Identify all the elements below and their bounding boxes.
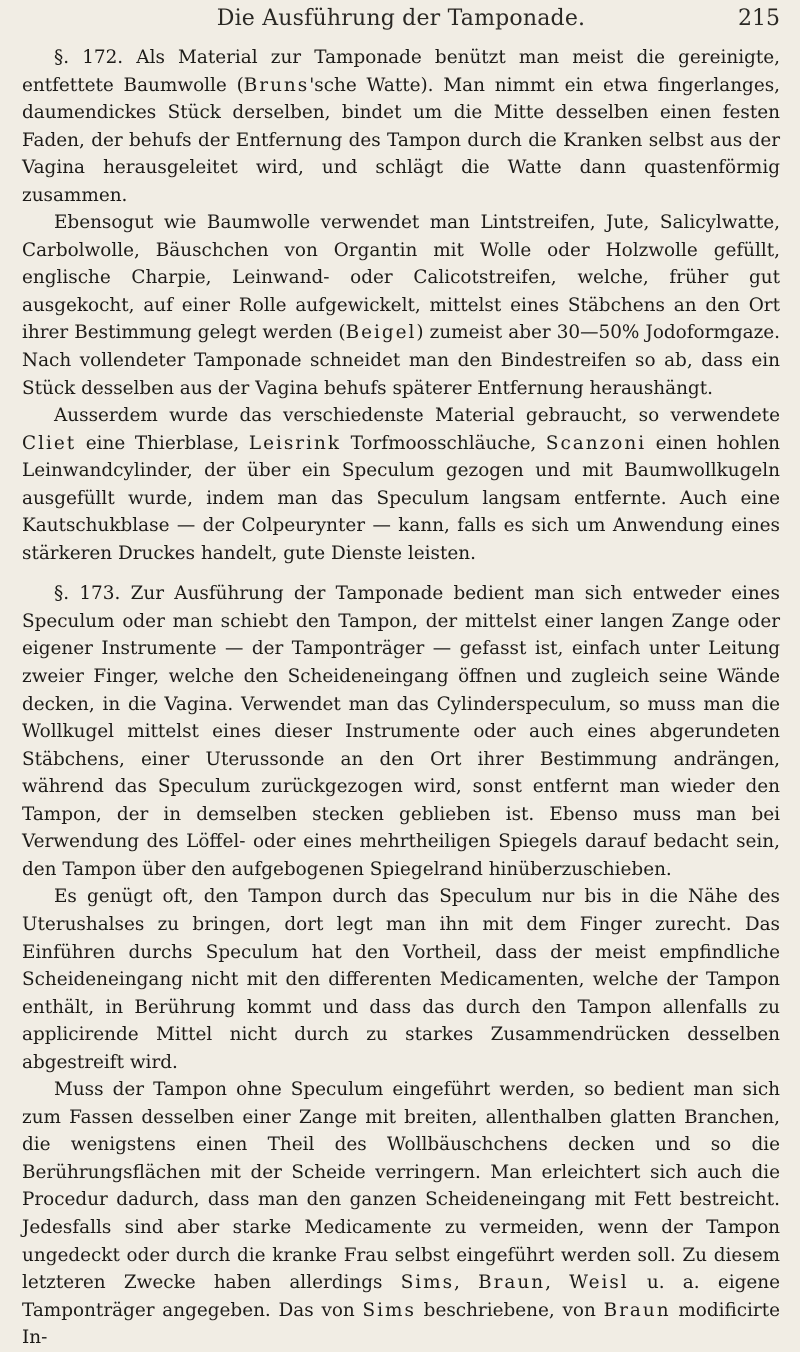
author-name: Bruns <box>243 74 310 96</box>
text-run: Es genügt oft, den Tampon durch das Speculum nur bis in die Nähe des Uterushalses zu bringen, dort legt man ihn mit dem Finger zurecht. Das Einführen durchs Speculum hat den Vortheil, dass der meist empfindliche Scheideneingang nicht mit den differenten Medicamenten, welche der Tampon enthält, in Berührung kommt und dass das durch den Tampon allenfalls zu applicirende Mittel nicht durch zu starkes Zusammendrücken desselben abgestreift wird. <box>22 886 780 1073</box>
text-run: , <box>454 1272 479 1294</box>
author-name: Leisrink <box>248 432 341 454</box>
author-name: Sims <box>400 1272 455 1294</box>
paragraph-173-execution <box>22 580 780 883</box>
author-name: Cliet <box>22 432 77 454</box>
text-run: eine Thierblase, <box>76 432 249 454</box>
text-run: §. 172. Als Material zur Tamponade benützt man meist die gereinigte, entfettete Baumwolle ( <box>22 47 780 96</box>
text-run: u. a. eigene Tamponträger angegeben. Das von <box>22 1272 780 1321</box>
paragraph-speculum-use <box>22 883 780 1076</box>
book-page <box>22 0 780 1352</box>
page-number: 215 <box>738 6 780 31</box>
running-title: Die Ausführung der Tamponade. <box>216 6 586 31</box>
text-run: Ebensogut wie Baumwolle verwendet man Lintstreifen, Jute, Salicylwatte, Carbolwolle, Bäuschchen von Organtin mit Wolle oder Holzwolle gefüllt, englische Charpie, Leinwand- oder Calicotstreifen, welche, früher gut ausgekocht, auf einer Rolle aufgewickelt, mittelst eines Stäbchens an den Ort ihrer Bestimmung gelegt werden ( <box>22 212 780 344</box>
author-name: Beigel <box>345 322 417 344</box>
author-name: Braun <box>603 1299 671 1321</box>
text-run: Muss der Tampon ohne Speculum eingeführt werden, so bedient man sich zum Fassen desselben einer Zange mit breiten, allenthalben glatten Branchen, die wenigstens einen Theil des Wollbäuschchens decken und so die Berührungsflächen mit der Scheide verringern. Man erleichtert sich auch die Procedur dadurch, dass man den ganzen Scheideneingang mit Fett bestreicht. Jedesfalls sind aber starke Medicamente zu vermeiden, wenn der Tampon ungedeckt oder durch die kranke Frau selbst eingeführt werden soll. Zu diesem letzteren Zwecke haben allerdings <box>22 1079 780 1294</box>
paragraph-172-material <box>22 44 780 209</box>
text-run: 'sche Watte). Man nimmt ein etwa fingerlanges, daumendickes Stück derselben, bindet um die Mitte desselben einen festen Faden, der behufs der Entfernung des Tampon durch die Kranken selbst aus der Vagina herausgeleitet wird, und schlägt die Watte dann quastenförmig zusammen. <box>22 74 780 206</box>
text-run: Ausserdem wurde das verschiedenste Material gebraucht, so verwendete <box>54 405 780 427</box>
page-body <box>22 44 780 1352</box>
text-run: ) zumeist aber 30—50% Jodoformgaze. Nach vollendeter Tamponade schneidet man den Bindestreifen so ab, dass ein Stück desselben aus der Vagina behufs späterer Entfernung heraushängt. <box>22 322 780 399</box>
text-run: , <box>545 1272 570 1294</box>
text-run: beschriebene, von <box>415 1299 604 1321</box>
paragraph-without-speculum <box>22 1076 780 1351</box>
author-name: Braun <box>478 1272 546 1294</box>
paragraph-alternatives <box>22 209 780 402</box>
paragraph-other-materials <box>22 402 780 567</box>
author-name: Weisl <box>569 1272 629 1294</box>
text-run: modificirte In- <box>22 1299 781 1349</box>
page-header <box>22 0 780 44</box>
text-run: einen hohlen Leinwandcylinder, der über ein Speculum gezogen und mit Baumwollkugeln ausgefüllt wurde, indem man das Speculum langsam entfernte. Auch eine Kautschukblase — der Colpeurynter — kann, falls es sich um Anwendung eines stärkeren Druckes handelt, gute Dienste leisten. <box>22 432 781 564</box>
author-name: Sims <box>362 1299 416 1321</box>
text-run: Torfmoosschläuche, <box>340 432 546 454</box>
text-run: §. 173. Zur Ausführung der Tamponade bedient man sich entweder eines Speculum oder man schiebt den Tampon, der mittelst einer langen Zange oder eigener Instrumente — der Tamponträger — gefasst ist, einfach unter Leitung zweier Finger, welche den Scheideneingang öffnen und zugleich seine Wände decken, in die Vagina. Verwendet man das Cylinderspeculum, so muss man die Wollkugel mittelst eines dieser Instrumente oder auch eines abgerundeten Stäbchens, einer Uterussonde an den Ort ihrer Bestimmung andrängen, während das Speculum zurückgezogen wird, sonst entfernt man wieder den Tampon, der in demselben stecken geblieben ist. Ebenso muss man bei Verwendung des Löffel- oder eines mehrtheiligen Spiegels darauf bedacht sein, den Tampon über den aufgebogenen Spiegelrand hinüberzuschieben. <box>22 583 780 880</box>
author-name: Scanzoni <box>545 432 647 454</box>
